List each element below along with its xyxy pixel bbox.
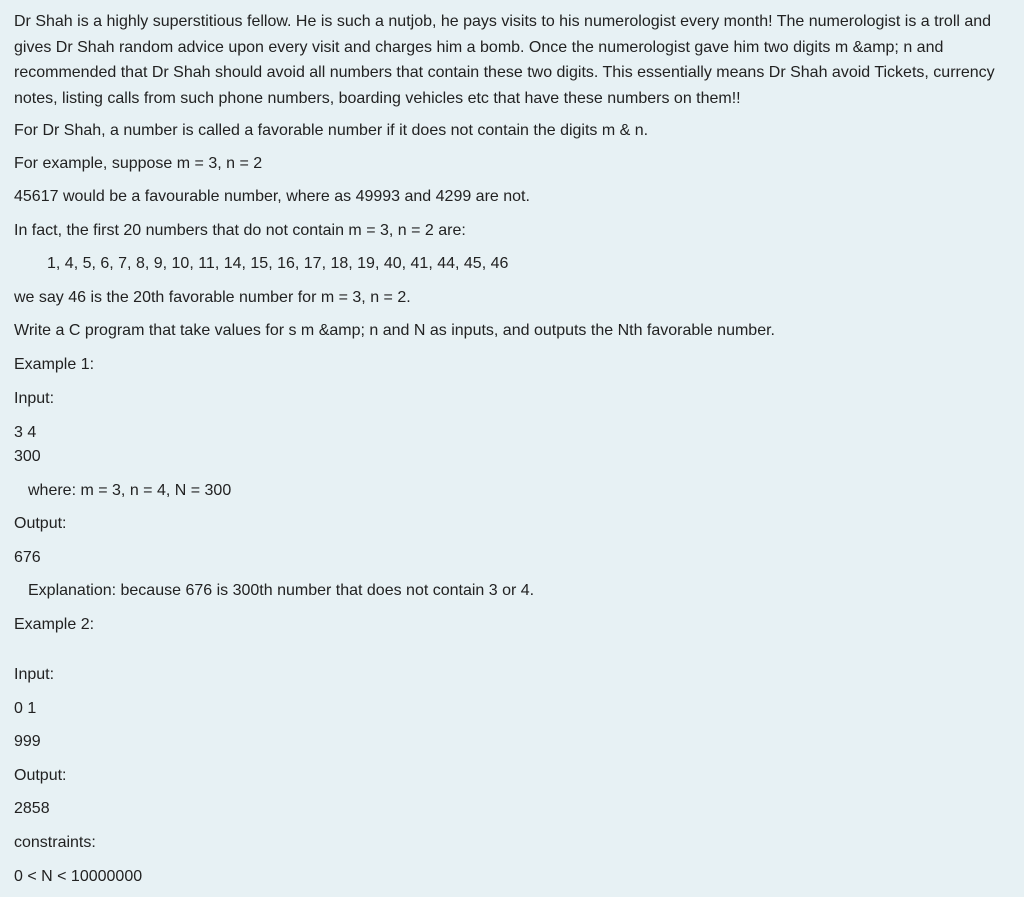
twentieth-text: we say 46 is the 20th favorable number for m = 3, n = 2. xyxy=(14,289,411,306)
example2-input-line2: 999 xyxy=(14,733,41,750)
first20-list: 1, 4, 5, 6, 7, 8, 9, 10, 11, 14, 15, 16, 17, 18, 19, 40, 41, 44, 45, 46 xyxy=(47,255,509,272)
intro-paragraph: Dr Shah is a highly superstitious fellow. He is such a nutjob, he pays visits to his numerologist every month! The numerologist is a troll and gives Dr Shah random advice upon every visit and charges him a bomb. Once the numerologist gave him two digits m &amp; n and recommended that Dr Shah should avoid all numbers that contain these two digits. This essentially means Dr Shah avoid Tickets, currency notes, listing calls from such phone numbers, boarding vehicles etc that have these numbers on them!! xyxy=(14,13,995,107)
task-text: Write a C program that take values for s m &amp; n and N as inputs, and outputs the Nth favorable number. xyxy=(14,322,775,339)
example1-input-label: Input: xyxy=(14,390,55,407)
example2-input-label: Input: xyxy=(14,666,55,683)
first20-intro-text: In fact, the first 20 numbers that do not contain m = 3, n = 2 are: xyxy=(14,222,466,239)
example1-input-line1: 3 4 xyxy=(14,424,37,441)
constraints-label: constraints: xyxy=(14,834,96,851)
example-numbers-text: 45617 would be a favourable number, where as 49993 and 4299 are not. xyxy=(14,188,530,205)
definition-text: For Dr Shah, a number is called a favorable number if it does not contain the digits m & n. xyxy=(14,122,649,139)
example1-output-value: 676 xyxy=(14,549,41,566)
example2-input-line1: 0 1 xyxy=(14,700,37,717)
example1-input-line2: 300 xyxy=(14,448,41,465)
example1-where: where: m = 3, n = 4, N = 300 xyxy=(28,482,232,499)
example1-explanation: Explanation: because 676 is 300th number that does not contain 3 or 4. xyxy=(28,582,535,599)
constraints-value: 0 < N < 10000000 xyxy=(14,868,143,885)
example2-output-value: 2858 xyxy=(14,800,50,817)
example2-heading: Example 2: xyxy=(14,616,95,633)
example1-heading: Example 1: xyxy=(14,356,95,373)
example2-output-label: Output: xyxy=(14,767,67,784)
example1-output-label: Output: xyxy=(14,515,67,532)
example-intro-text: For example, suppose m = 3, n = 2 xyxy=(14,155,263,172)
